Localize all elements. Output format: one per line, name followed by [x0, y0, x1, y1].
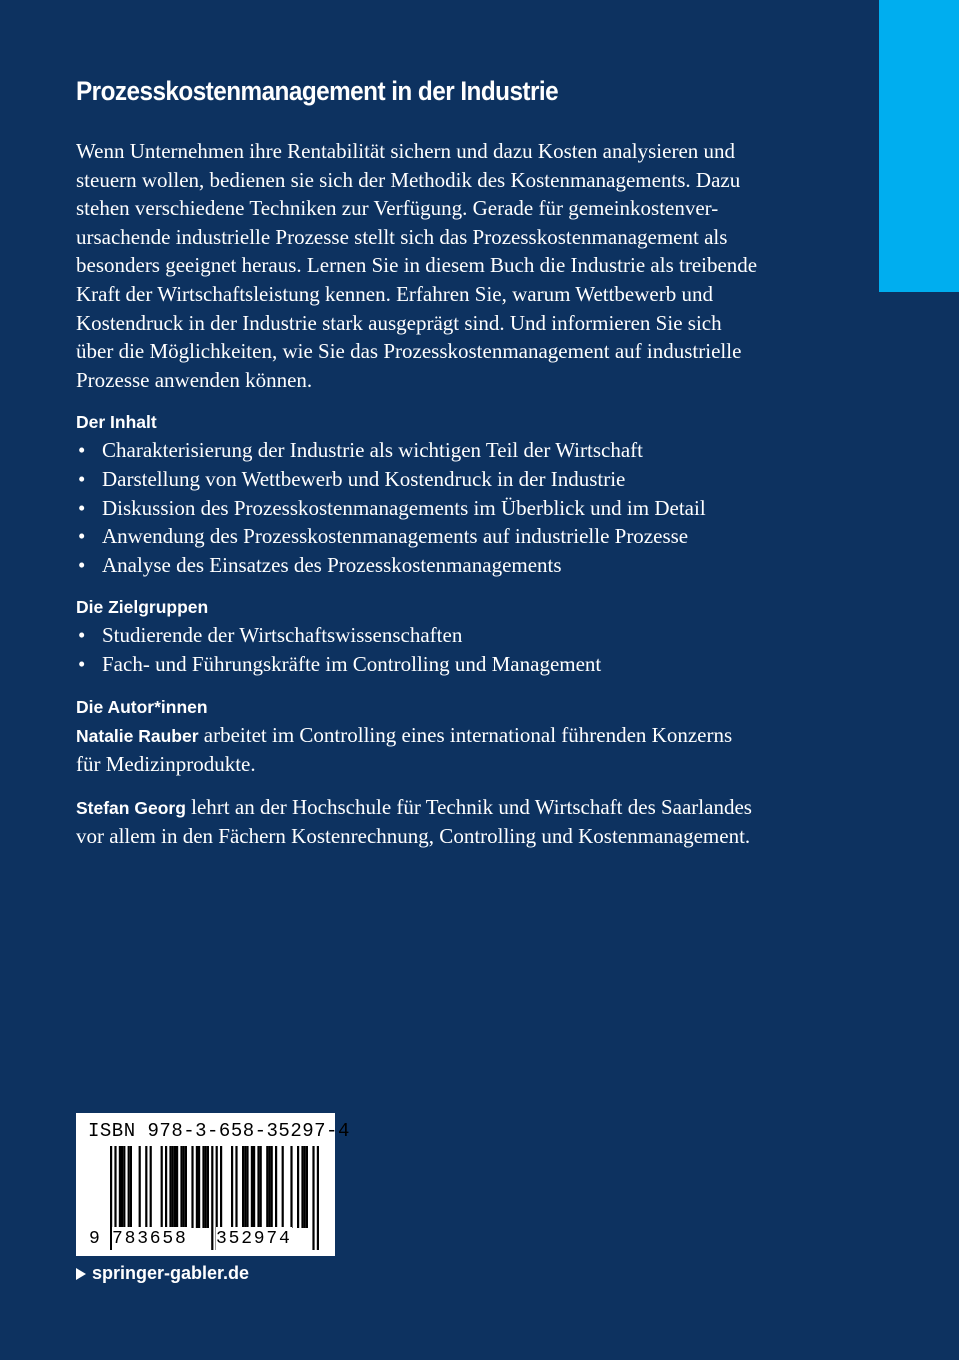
barcode-bar	[145, 1146, 147, 1228]
book-title: Prozesskostenmanagement in der Industrie	[76, 76, 559, 106]
barcode-bar	[275, 1146, 277, 1228]
barcode-bar	[297, 1146, 299, 1228]
list-item: • Diskussion des Prozesskostenmanagements im Überblick und im Detail	[76, 494, 816, 523]
bullet-icon: •	[78, 623, 86, 648]
barcode-bar	[282, 1146, 284, 1228]
barcode-bar	[253, 1146, 255, 1228]
list-item: • Charakterisierung der Industrie als wichtigen Teil der Wirtschaft	[76, 436, 816, 465]
barcode-bar	[165, 1146, 167, 1228]
inhalt-heading: Der Inhalt	[76, 412, 157, 433]
barcode-bar	[246, 1146, 248, 1228]
barcode-bar	[176, 1146, 178, 1228]
intro-line: über die Möglichkeiten, wie Sie das Prozesskostenmanagement auf industrielle	[76, 339, 742, 364]
barcode-bar	[130, 1146, 132, 1228]
barcode-bar	[301, 1146, 303, 1228]
publisher-link[interactable]	[76, 1260, 249, 1286]
barcode-bar	[207, 1146, 209, 1228]
barcode-bar	[268, 1146, 270, 1228]
bullet-icon: •	[78, 651, 86, 676]
barcode-bar	[139, 1146, 141, 1228]
autoren-heading: Die Autor*innen	[76, 696, 208, 717]
bullet-icon: •	[78, 466, 86, 491]
intro-line: besonders geeignet heraus. Lernen Sie in diesem Buch die Industrie als treibende	[76, 253, 758, 278]
list-item: • Studierende der Wirtschaftswissenschaften	[76, 621, 816, 650]
author-bio-rauber: Natalie Rauber arbeitet im Controlling eines international führenden Konzerns für Medizinprodukte.	[76, 722, 733, 777]
barcode-bar	[172, 1146, 174, 1228]
bullet-icon: •	[78, 524, 86, 549]
barcode-bar	[185, 1146, 187, 1228]
author-name: Natalie Rauber	[76, 725, 199, 746]
barcode-bar	[231, 1146, 233, 1228]
barcode-bar	[150, 1146, 152, 1228]
zielgruppen-list	[76, 621, 816, 678]
inhalt-list	[76, 436, 816, 579]
barcode-bar	[198, 1146, 200, 1228]
back-cover-text	[76, 72, 816, 851]
intro-line: steuern wollen, bedienen sie sich der Methodik des Kostenmanagements. Dazu	[76, 167, 741, 192]
barcode-bar	[202, 1146, 204, 1228]
barcode-bar	[205, 1146, 207, 1228]
list-item: • Darstellung von Wettbewerb und Kostendruck in der Industrie	[76, 465, 816, 494]
barcode-bar	[317, 1146, 319, 1250]
barcode-bar	[191, 1146, 193, 1228]
barcode-bar	[180, 1146, 182, 1228]
author-name: Stefan Georg	[76, 797, 186, 818]
intro-line: Prozesse anwenden können.	[76, 367, 313, 392]
barcode-bar	[290, 1146, 292, 1228]
list-item: • Anwendung des Prozesskostenmanagements auf industrielle Prozesse	[76, 522, 816, 551]
barcode-bar	[220, 1146, 222, 1228]
list-item: • Fach- und Führungskräfte im Controlling und Management	[76, 650, 816, 679]
list-item: • Analyse des Einsatzes des Prozesskostenmanagements	[76, 551, 816, 580]
intro-line: Wenn Unternehmen ihre Rentabilität sichern und dazu Kosten analysieren und	[76, 139, 736, 163]
barcode-bar	[211, 1146, 213, 1250]
barcode-bar	[260, 1146, 262, 1228]
barcode-bar	[121, 1146, 123, 1228]
barcode-bar	[235, 1146, 237, 1228]
bullet-icon: •	[78, 495, 86, 520]
barcode-bar	[196, 1146, 198, 1228]
intro-line: stehen verschiedene Techniken zur Verfügung. Gerade für gemeinkostenver-	[76, 196, 719, 221]
intro-line: Kraft der Wirtschaftsleistung kennen. Erfahren Sie, warum Wettbewerb und	[76, 281, 713, 306]
publisher-url: springer-gabler.de	[92, 1263, 250, 1283]
ean-first-digit: 9	[89, 1229, 100, 1249]
barcode-bar	[183, 1146, 185, 1228]
bullet-icon: •	[78, 552, 86, 577]
barcode-bar	[266, 1146, 268, 1228]
barcode-bar	[244, 1146, 246, 1228]
ean-left-digits: 783658	[112, 1229, 188, 1249]
barcode-bar	[119, 1146, 121, 1228]
isbn-barcode	[76, 1113, 350, 1256]
intro-line: ursachende industrielle Prozesse stellt sich das Prozesskostenmanagement als	[76, 224, 728, 249]
barcode-bar	[128, 1146, 130, 1228]
accent-bar	[879, 0, 959, 292]
barcode-bar	[304, 1146, 306, 1228]
barcode-bar	[312, 1146, 314, 1250]
intro-line: Kostendruck in der Industrie stark ausgeprägt sind. Und informieren Sie sich	[76, 310, 722, 335]
barcode-bar	[251, 1146, 253, 1228]
intro-paragraph	[76, 137, 816, 394]
ean-right-digits: 352974	[216, 1229, 292, 1249]
barcode-bar	[174, 1146, 176, 1228]
bullet-icon: •	[78, 438, 86, 463]
barcode-bar	[257, 1146, 259, 1228]
barcode-bar	[161, 1146, 163, 1228]
barcode-bar	[271, 1146, 273, 1228]
barcode-bar	[242, 1146, 244, 1228]
barcode-bar	[169, 1146, 171, 1228]
arrow-right-icon	[76, 1268, 86, 1280]
barcode-bar	[123, 1146, 125, 1228]
zielgruppen-heading: Die Zielgruppen	[76, 597, 209, 618]
author-bio-georg: Stefan Georg lehrt an der Hochschule für Technik und Wirtschaft des Saarlandes vor allem in den Fächern Kostenrechnung, Controlling und Kostenmanagement.	[76, 794, 752, 849]
isbn-label: ISBN 978-3-658-35297-4	[88, 1120, 350, 1142]
barcode-bar	[306, 1146, 308, 1228]
